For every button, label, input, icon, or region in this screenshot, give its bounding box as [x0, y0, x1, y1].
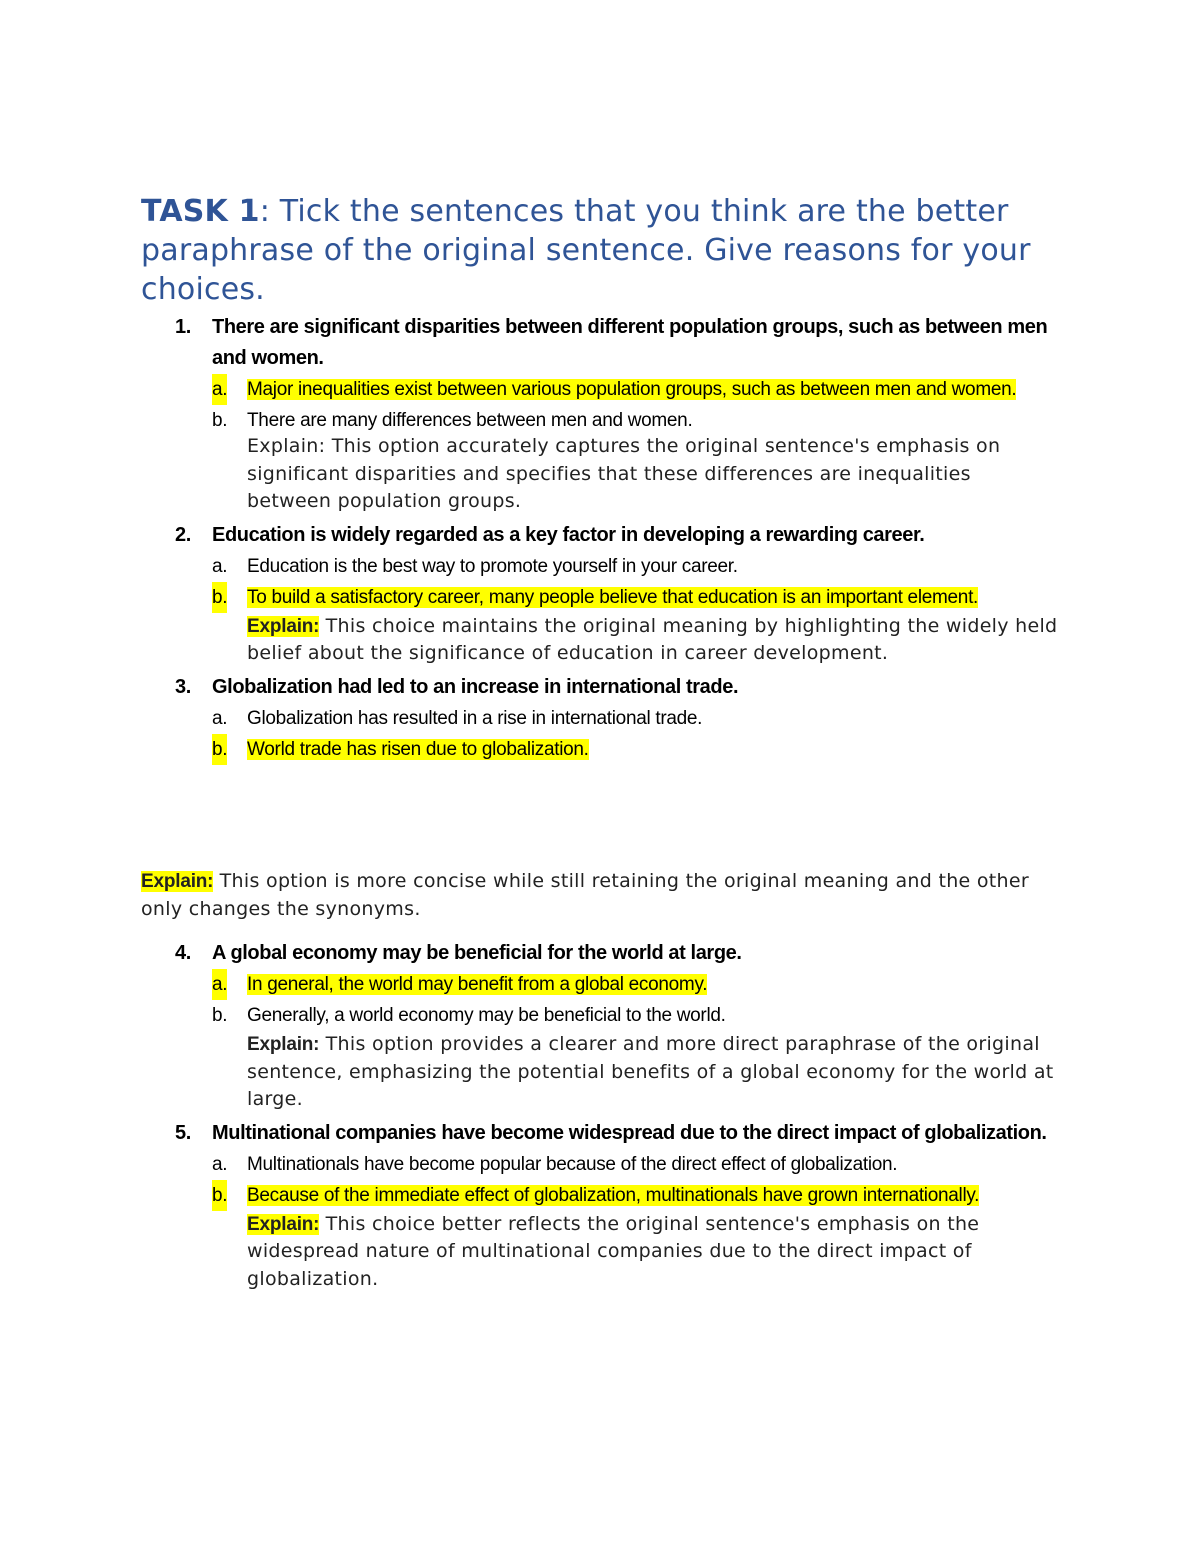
task-label: TASK 1 [141, 194, 260, 229]
option-letter: a. [212, 555, 228, 577]
option-text: Generally, a world economy may be beneficial to the world. [247, 1005, 726, 1026]
option-3b [0, 734, 1200, 765]
explanation-4 [0, 1031, 1200, 1114]
option-text: Because of the immediate effect of globalization, multinationals have grown internationally. [247, 1184, 980, 1206]
question-1 [0, 312, 1200, 374]
option-1b [0, 405, 1200, 436]
option-4a [0, 969, 1200, 1000]
explanation-text: This option provides a clearer and more direct paraphrase of the original sentence, emphasizing the potential benefits of a global economy for the world at large. [247, 1033, 1054, 1110]
option-2a [0, 551, 1200, 582]
option-letter: a. [212, 707, 228, 729]
question-3 [0, 672, 1200, 703]
question-text: A global economy may be beneficial for the world at large. [212, 942, 742, 964]
explain-label: Explain: [247, 1034, 320, 1055]
option-text: Major inequalities exist between various population groups, such as between men and women. [247, 379, 1017, 400]
option-letter: b. [212, 734, 227, 765]
question-5 [0, 1118, 1200, 1149]
option-letter: b. [212, 582, 227, 613]
question-number: 1. [175, 316, 191, 338]
explanation-3 [141, 868, 1071, 923]
question-list-1 [0, 312, 1200, 765]
question-2 [0, 520, 1200, 551]
explanation-2 [0, 613, 1200, 668]
question-number: 3. [175, 675, 191, 698]
question-number: 4. [175, 942, 191, 964]
question-list-2 [0, 938, 1200, 1293]
question-number: 2. [175, 523, 191, 546]
question-text: Globalization had led to an increase in international trade. [212, 675, 739, 698]
explanation-text: This choice better reflects the original sentence's emphasis on the widespread nature of multinational companies due to the direct impact of globalization. [247, 1212, 980, 1290]
question-4 [0, 938, 1200, 969]
question-text: There are significant disparities between different population groups, such as between men and women. [212, 316, 1048, 369]
explanation-text: This choice maintains the original meaning by highlighting the widely held belief about the significance of education in career development. [247, 614, 1058, 664]
option-letter: a. [212, 374, 227, 405]
option-text: Multinationals have become popular because of the direct effect of globalization. [247, 1153, 898, 1175]
option-4b [0, 1000, 1200, 1031]
explanation-5 [0, 1211, 1200, 1294]
option-letter: a. [212, 1153, 228, 1175]
option-letter: b. [212, 1180, 227, 1211]
option-letter: a. [212, 969, 227, 1000]
option-letter: b. [212, 1005, 228, 1026]
option-3a [0, 703, 1200, 734]
explanation-text: This option is more concise while still retaining the original meaning and the other only changes the synonyms. [141, 870, 1029, 920]
option-5b [0, 1180, 1200, 1211]
question-number: 5. [175, 1121, 191, 1144]
option-text: World trade has risen due to globalization. [247, 738, 589, 760]
task-title [141, 192, 1071, 309]
explanation-1 [0, 433, 1200, 516]
option-text: To build a satisfactory career, many people believe that education is an important element. [247, 586, 979, 608]
explain-label: Explain: [141, 871, 214, 892]
question-text: Education is widely regarded as a key factor in developing a rewarding career. [212, 523, 925, 546]
task-instructions: : Tick the sentences that you think are the better paraphrase of the original sentence. Give reasons for your choices. [141, 194, 1031, 307]
option-letter: b. [212, 410, 228, 431]
option-text: Education is the best way to promote yourself in your career. [247, 555, 738, 577]
option-text: Globalization has resulted in a rise in international trade. [247, 707, 703, 729]
option-5a [0, 1149, 1200, 1180]
option-text: There are many differences between men and women. [247, 410, 693, 431]
option-text: In general, the world may benefit from a global economy. [247, 974, 708, 995]
option-1a [0, 374, 1200, 405]
explanation-text: Explain: This option accurately captures the original sentence's emphasis on significant disparities and specifies that these differences are inequalities between population groups. [247, 435, 1001, 512]
explain-label: Explain: [247, 1213, 320, 1235]
explain-label: Explain: [247, 615, 320, 637]
option-2b [0, 582, 1200, 613]
question-text: Multinational companies have become widespread due to the direct impact of globalization. [212, 1121, 1047, 1144]
